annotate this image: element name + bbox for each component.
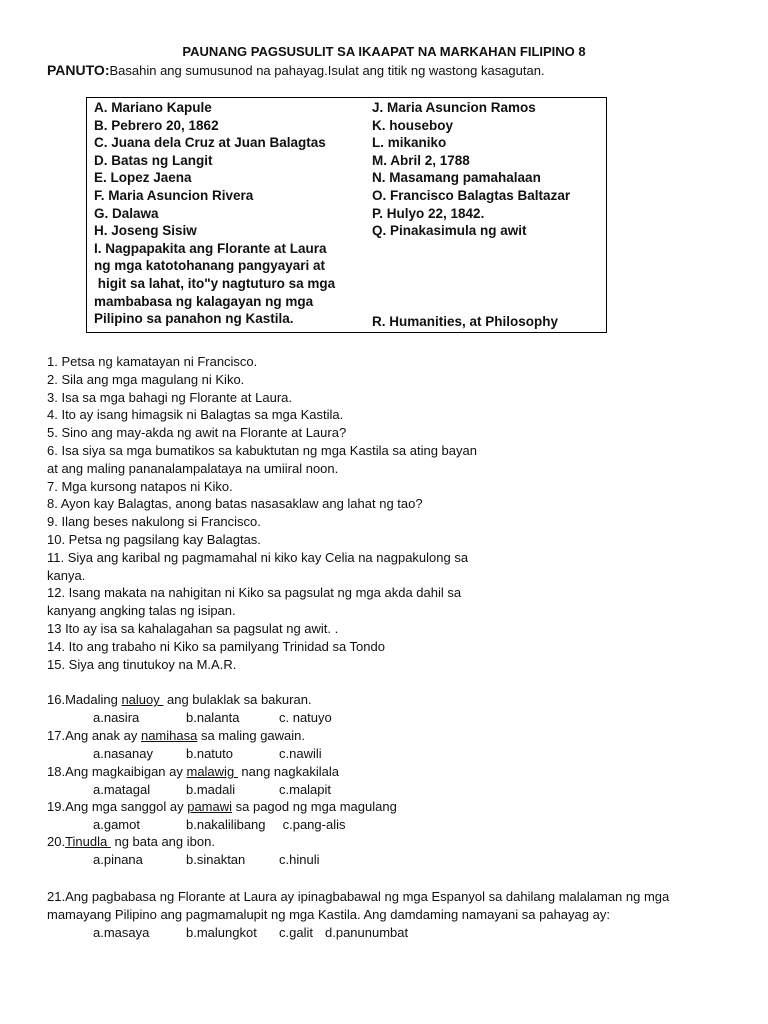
instructions-label: PANUTO:	[47, 62, 110, 78]
instructions-text: Basahin ang sumusunod na pahayag.Isulat ang titik ng wastong kasagutan.	[109, 63, 545, 78]
option-b: b.nalanta	[186, 710, 240, 725]
question-list	[47, 353, 747, 673]
option-c: c.galit	[279, 925, 313, 940]
question-text: 20.	[47, 834, 66, 849]
option-b: b.malungkot	[186, 925, 257, 940]
underlined-word: namihasa	[140, 728, 198, 743]
choice-line: ng mga katotohanang pangyayari at	[94, 258, 326, 274]
mc-question-20	[47, 833, 747, 869]
option-c: c.malapit	[279, 782, 332, 797]
question-line: 4. Ito ay isang himagsik ni Balagtas sa mga Kastila.	[47, 407, 344, 423]
question-text: ang bulaklak sa bakuran.	[163, 692, 312, 707]
question-line: 11. Siya ang karibal ng pagmamahal ni kiko kay Celia na nagpakulong sa	[47, 549, 469, 565]
choice-line: F. Maria Asuncion Rivera	[94, 187, 254, 203]
mc-question-18	[47, 763, 747, 799]
question-line: kanyang angking talas ng isipan.	[47, 603, 236, 619]
choice-line: J. Maria Asuncion Ramos	[372, 100, 536, 115]
option-c: c.hinuli	[279, 852, 320, 867]
choice-line: M. Abril 2, 1788	[372, 152, 470, 168]
choice-line: Pilipino sa panahon ng Kastila.	[94, 311, 294, 327]
question-line: 1. Petsa ng kamatayan ni Francisco.	[47, 354, 258, 369]
question-text: sa pagod ng mga magulang	[232, 799, 397, 814]
option-c: c. natuyo	[279, 710, 332, 725]
question-text: 18.Ang magkaibigan ay	[47, 764, 187, 779]
choice-line: C. Juana dela Cruz at Juan Balagtas	[94, 135, 326, 151]
choice-line: G. Dalawa	[94, 205, 159, 221]
choice-line: B. Pebrero 20, 1862	[94, 117, 219, 133]
underlined-word: Tinudla	[65, 834, 111, 849]
question-line: 8. Ayon kay Balagtas, anong batas nasasaklaw ang lahat ng tao?	[47, 496, 423, 512]
option-a: a.masaya	[93, 925, 150, 940]
choice-line: L. mikaniko	[372, 135, 447, 151]
option-a: a.nasanay	[93, 746, 153, 761]
choice-line: D. Batas ng Langit	[94, 152, 213, 168]
question-text: ng bata ang ibon.	[110, 834, 215, 849]
question-line: 15. Siya ang tinutukoy na M.A.R.	[47, 656, 237, 672]
question-line: 14. Ito ang trabaho ni Kiko sa pamilyang Trinidad sa Tondo	[47, 638, 385, 654]
choice-line: I. Nagpapakita ang Florante at Laura	[94, 240, 327, 256]
choice-line: Q. Pinakasimula ng awit	[372, 223, 527, 239]
question-text: sa maling gawain.	[197, 728, 306, 743]
question-line: 2. Sila ang mga magulang ni Kiko.	[47, 371, 245, 387]
instructions	[47, 62, 545, 78]
question-text: 16.Madaling	[47, 692, 122, 707]
choice-line: R. Humanities, at Philosophy	[372, 314, 559, 329]
option-b: b.madali	[186, 782, 236, 797]
option-b: b.natuto	[186, 746, 233, 761]
question-line: 12. Isang makata na nahigitan ni Kiko sa pagsulat ng mga akda dahil sa	[47, 585, 462, 601]
choice-line: N. Masamang pamahalaan	[372, 170, 541, 186]
question-line: 5. Sino ang may-akda ng awit na Florante at Laura?	[47, 425, 347, 441]
option-d: d.panunumbat	[325, 925, 409, 940]
underlined-word: malawig	[186, 764, 238, 779]
answer-choices-box	[86, 97, 607, 333]
question-text: nang nagkakilala	[237, 764, 339, 779]
option-a: a.matagal	[93, 782, 151, 797]
choice-line: mambabasa ng kalagayan ng mga	[94, 293, 314, 309]
question-line: 10. Petsa ng pagsilang kay Balagtas.	[47, 531, 261, 547]
choice-line: A. Mariano Kapule	[94, 100, 212, 115]
question-line: 3. Isa sa mga bahagi ng Florante at Laura.	[47, 389, 292, 405]
choices-left-column	[94, 99, 362, 328]
option-a: a.gamot	[93, 817, 140, 832]
mc-question-16	[47, 691, 747, 727]
mc-question-21	[47, 888, 727, 942]
option-a: a.nasira	[93, 710, 140, 725]
question-line: at ang maling pananalampalataya na umiiral noon.	[47, 460, 339, 476]
question-text: 21.Ang pagbabasa ng Florante at Laura ay ipinagbabawal ng mga Espanyol sa dahilang malalaman ng mga mamayang Pilipino ang pagmamalupit ng mga Kastila. Ang damdaming namayani sa pahayag ay:	[47, 889, 670, 922]
option-b: b.sinaktan	[186, 852, 246, 867]
question-text: 17.Ang anak ay	[47, 728, 141, 743]
choices-right-column	[372, 99, 602, 329]
choice-line: E. Lopez Jaena	[94, 170, 192, 186]
option-c: c.nawili	[279, 746, 322, 761]
option-b: b.nakalilibang	[186, 817, 266, 832]
choice-line: K. houseboy	[372, 117, 454, 133]
choice-line: higit sa lahat, ito"y nagtuturo sa mga	[94, 275, 336, 291]
choice-line: P. Hulyo 22, 1842.	[372, 205, 485, 221]
option-c: c.pang-alis	[279, 817, 346, 832]
question-line: 6. Isa siya sa mga bumatikos sa kabuktutan ng mga Kastila sa ating bayan	[47, 442, 477, 458]
choice-line: H. Joseng Sisiw	[94, 223, 197, 239]
choice-line: O. Francisco Balagtas Baltazar	[372, 187, 571, 203]
mc-question-19	[47, 798, 747, 834]
question-line: kanya.	[47, 567, 86, 583]
question-line: 7. Mga kursong natapos ni Kiko.	[47, 478, 233, 494]
underlined-word: pamawi	[187, 799, 233, 814]
mc-question-17	[47, 727, 747, 763]
underlined-word: naluoy	[121, 692, 164, 707]
question-line: 9. Ilang beses nakulong si Francisco.	[47, 514, 261, 530]
option-a: a.pinana	[93, 852, 143, 867]
page-title: PAUNANG PAGSUSULIT SA IKAAPAT NA MARKAHAN FILIPINO 8	[182, 44, 586, 59]
question-text: 19.Ang mga sanggol ay	[47, 799, 188, 814]
question-line: 13 Ito ay isa sa kahalagahan sa pagsulat ng awit. .	[47, 620, 339, 636]
